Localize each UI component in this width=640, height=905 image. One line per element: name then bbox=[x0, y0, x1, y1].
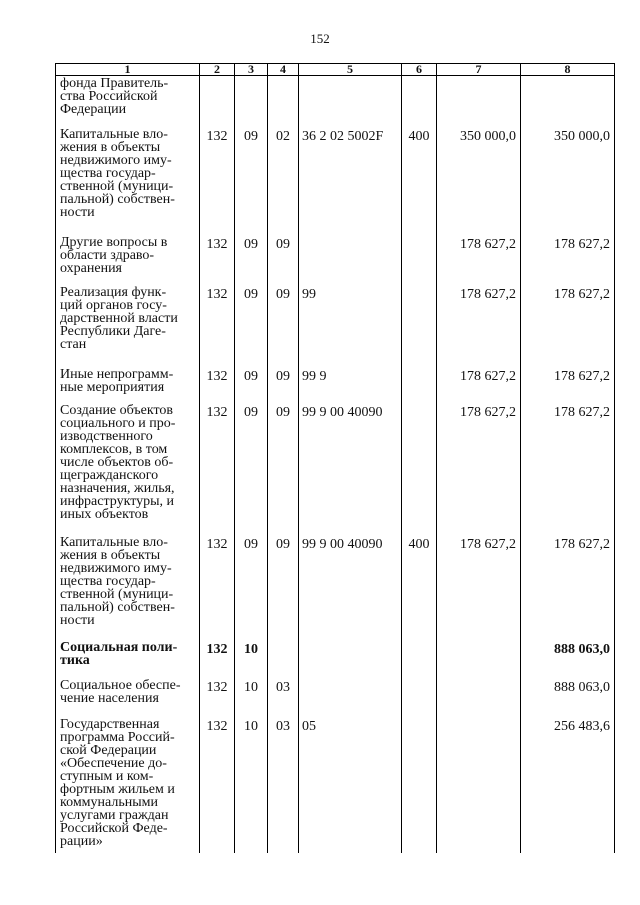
row-article-cell bbox=[299, 641, 402, 679]
row-amount-8-cell: 178 627,2 bbox=[521, 404, 615, 536]
row-subsection-cell: 03 bbox=[268, 718, 299, 853]
row-amount-7-cell: 178 627,2 bbox=[437, 536, 521, 641]
row-expense-type-cell: 400 bbox=[402, 128, 437, 236]
row-amount-8-cell: 256 483,6 bbox=[521, 718, 615, 853]
row-article-cell bbox=[299, 76, 402, 128]
row-amount-8-cell: 178 627,2 bbox=[521, 286, 615, 368]
row-code-cell: 132 bbox=[200, 404, 235, 536]
table-row bbox=[56, 536, 615, 641]
row-amount-8-cell: 178 627,2 bbox=[521, 368, 615, 404]
row-expense-type-cell bbox=[402, 404, 437, 536]
row-subsection-cell bbox=[268, 76, 299, 128]
table-row bbox=[56, 718, 615, 853]
row-amount-8-cell: 888 063,0 bbox=[521, 679, 615, 718]
row-amount-7-cell: 178 627,2 bbox=[437, 286, 521, 368]
row-name-cell: Капитальные вло- жения в объекты недвижимого иму- щества государ- ственной (муници- пальной) собствен- ности bbox=[56, 536, 200, 641]
row-code-cell: 132 bbox=[200, 236, 235, 286]
row-amount-7-cell: 178 627,2 bbox=[437, 404, 521, 536]
row-expense-type-cell bbox=[402, 641, 437, 679]
row-amount-7-cell: 178 627,2 bbox=[437, 368, 521, 404]
column-header-6: 6 bbox=[402, 64, 437, 76]
row-name-cell: Социальная поли- тика bbox=[56, 641, 200, 679]
row-section-cell: 10 bbox=[235, 679, 268, 718]
row-section-cell bbox=[235, 76, 268, 128]
row-subsection-cell: 03 bbox=[268, 679, 299, 718]
row-expense-type-cell bbox=[402, 718, 437, 853]
row-section-cell: 10 bbox=[235, 641, 268, 679]
row-amount-7-cell bbox=[437, 718, 521, 853]
column-header-2: 2 bbox=[200, 64, 235, 76]
column-header-5: 5 bbox=[299, 64, 402, 76]
table-row bbox=[56, 128, 615, 236]
row-code-cell: 132 bbox=[200, 536, 235, 641]
row-code-cell bbox=[200, 76, 235, 128]
row-amount-8-cell: 178 627,2 bbox=[521, 536, 615, 641]
row-amount-7-cell bbox=[437, 76, 521, 128]
row-article-cell bbox=[299, 679, 402, 718]
column-header-7: 7 bbox=[437, 64, 521, 76]
row-article-cell: 05 bbox=[299, 718, 402, 853]
row-subsection-cell: 09 bbox=[268, 404, 299, 536]
row-section-cell: 09 bbox=[235, 536, 268, 641]
column-header-4: 4 bbox=[268, 64, 299, 76]
row-expense-type-cell bbox=[402, 286, 437, 368]
row-amount-7-cell bbox=[437, 679, 521, 718]
row-expense-type-cell: 400 bbox=[402, 536, 437, 641]
table-row bbox=[56, 236, 615, 286]
row-subsection-cell: 09 bbox=[268, 536, 299, 641]
row-article-cell: 99 9 00 40090 bbox=[299, 404, 402, 536]
column-header-3: 3 bbox=[235, 64, 268, 76]
row-article-cell: 99 9 bbox=[299, 368, 402, 404]
row-expense-type-cell bbox=[402, 368, 437, 404]
row-amount-8-cell: 350 000,0 bbox=[521, 128, 615, 236]
row-subsection-cell bbox=[268, 641, 299, 679]
table-row bbox=[56, 286, 615, 368]
row-subsection-cell: 09 bbox=[268, 368, 299, 404]
table-row bbox=[56, 404, 615, 536]
row-code-cell: 132 bbox=[200, 368, 235, 404]
row-article-cell: 99 bbox=[299, 286, 402, 368]
row-subsection-cell: 09 bbox=[268, 286, 299, 368]
row-name-cell: Государственная программа Россий- ской Федерации «Обеспечение до- ступным и ком- фортным жильем и коммунальными услугами граждан Российской Феде- рации» bbox=[56, 718, 200, 853]
row-subsection-cell: 09 bbox=[268, 236, 299, 286]
row-expense-type-cell bbox=[402, 236, 437, 286]
row-name-cell: Другие вопросы в области здраво- охранения bbox=[56, 236, 200, 286]
column-header-1: 1 bbox=[56, 64, 200, 76]
row-name-cell: фонда Правитель- ства Российской Федерации bbox=[56, 76, 200, 128]
column-number-header bbox=[56, 64, 615, 76]
row-name-cell: Создание объектов социального и про- изводственного комплексов, в том числе объектов об- щегражданского назначения, жилья, инфраструктуры, и иных объектов bbox=[56, 404, 200, 536]
table-row bbox=[56, 641, 615, 679]
row-name-cell: Капитальные вло- жения в объекты недвижимого иму- щества государ- ственной (муници- пальной) собствен- ности bbox=[56, 128, 200, 236]
table-row bbox=[56, 679, 615, 718]
row-section-cell: 10 bbox=[235, 718, 268, 853]
row-amount-7-cell: 350 000,0 bbox=[437, 128, 521, 236]
row-amount-8-cell bbox=[521, 76, 615, 128]
budget-table bbox=[55, 63, 615, 853]
row-code-cell: 132 bbox=[200, 286, 235, 368]
row-article-cell bbox=[299, 236, 402, 286]
row-expense-type-cell bbox=[402, 679, 437, 718]
column-header-8: 8 bbox=[521, 64, 615, 76]
page-number: 152 bbox=[310, 31, 330, 46]
row-section-cell: 09 bbox=[235, 236, 268, 286]
row-article-cell: 99 9 00 40090 bbox=[299, 536, 402, 641]
row-name-cell: Реализация функ- ций органов госу- дарственной власти Республики Даге- стан bbox=[56, 286, 200, 368]
row-code-cell: 132 bbox=[200, 718, 235, 853]
table-row bbox=[56, 368, 615, 404]
row-section-cell: 09 bbox=[235, 286, 268, 368]
row-amount-7-cell bbox=[437, 641, 521, 679]
row-code-cell: 132 bbox=[200, 679, 235, 718]
row-amount-7-cell: 178 627,2 bbox=[437, 236, 521, 286]
row-expense-type-cell bbox=[402, 76, 437, 128]
row-code-cell: 132 bbox=[200, 641, 235, 679]
row-subsection-cell: 02 bbox=[268, 128, 299, 236]
row-amount-8-cell: 178 627,2 bbox=[521, 236, 615, 286]
row-amount-8-cell: 888 063,0 bbox=[521, 641, 615, 679]
table-row bbox=[56, 76, 615, 128]
row-name-cell: Иные непрограмм- ные мероприятия bbox=[56, 368, 200, 404]
row-section-cell: 09 bbox=[235, 368, 268, 404]
row-section-cell: 09 bbox=[235, 128, 268, 236]
row-name-cell: Социальное обеспе- чение населения bbox=[56, 679, 200, 718]
row-code-cell: 132 bbox=[200, 128, 235, 236]
row-section-cell: 09 bbox=[235, 404, 268, 536]
row-article-cell: 36 2 02 5002F bbox=[299, 128, 402, 236]
